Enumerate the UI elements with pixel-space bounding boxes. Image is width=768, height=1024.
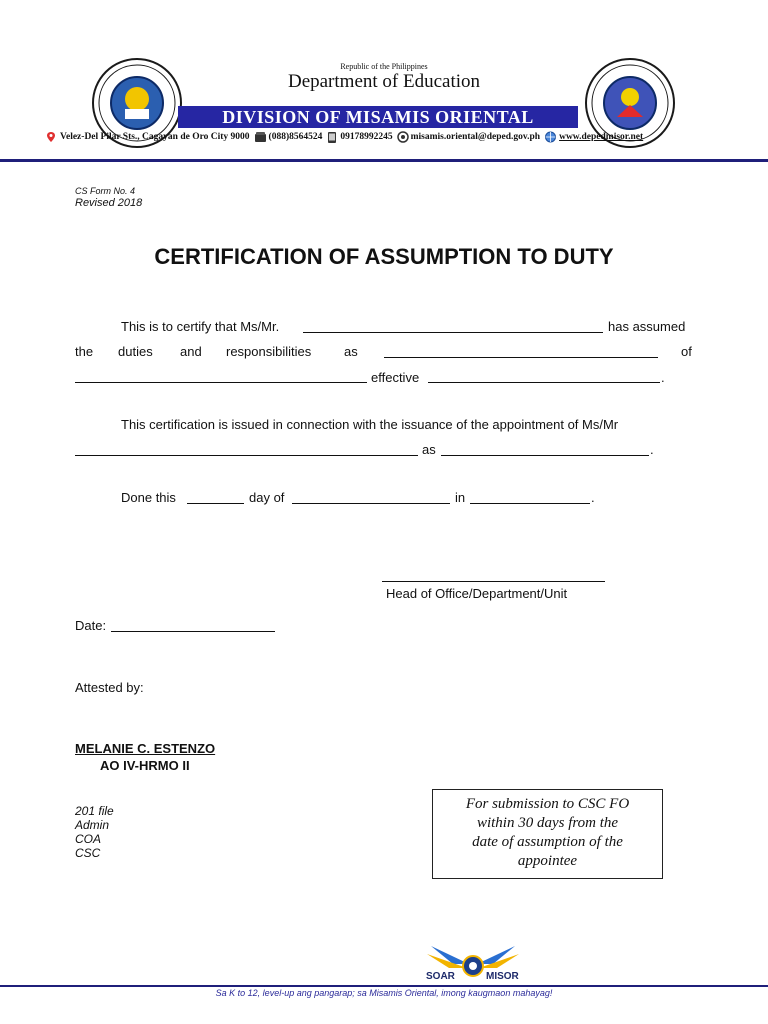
address-text: Velez-Del Pilar Sts., Cagayan de Oro City 9000 — [60, 132, 250, 142]
mobile-phone-icon — [326, 131, 338, 144]
copy-item: 201 file — [75, 804, 114, 818]
para2-period: . — [650, 442, 654, 457]
attesting-officer-name: MELANIE C. ESTENZO — [75, 741, 216, 756]
copy-furnished-list — [75, 804, 114, 860]
landline-item — [254, 131, 323, 143]
para1-period: . — [661, 370, 665, 385]
note-line: date of assumption of the — [472, 834, 623, 850]
para2-word-as: as — [422, 442, 436, 457]
appointment-position-blank[interactable] — [441, 455, 649, 456]
appointee-name-blank[interactable] — [303, 332, 603, 333]
header-divider — [0, 159, 768, 162]
mobile-item — [326, 131, 392, 144]
para1-word-as: as — [344, 344, 358, 359]
year-blank[interactable] — [470, 503, 590, 504]
form-number: CS Form No. 4 — [75, 186, 136, 196]
copy-item: Admin — [75, 818, 110, 832]
division-banner: DIVISION OF MISAMIS ORIENTAL — [178, 106, 578, 128]
note-line: within 30 days from the — [476, 815, 619, 831]
para1-word-of: of — [681, 344, 692, 359]
copy-item: CSC — [75, 846, 101, 860]
footer-divider — [0, 985, 768, 987]
para2-line1: This certification is issued in connection with the issuance of the appointment of Ms/Mr — [121, 417, 619, 432]
para1-line1-start: This is to certify that Ms/Mr. — [121, 319, 280, 334]
office-blank[interactable] — [75, 382, 367, 383]
mobile-text: 09178992245 — [340, 132, 393, 142]
para3-day-of: day of — [249, 490, 285, 505]
republic-label: Republic of the Philippines — [340, 62, 428, 71]
soar-misor-logo — [423, 940, 523, 984]
globe-icon — [544, 131, 557, 143]
para1-line1-end: has assumed — [608, 319, 686, 334]
department-title: Department of Education — [287, 71, 481, 92]
landline-text: (088)8564524 — [268, 132, 323, 142]
signature-line[interactable] — [382, 581, 605, 582]
submission-note-box — [432, 789, 663, 879]
page-title: CERTIFICATION OF ASSUMPTION TO DUTY — [154, 244, 614, 269]
attested-label: Attested by: — [75, 680, 144, 695]
telephone-icon — [254, 131, 267, 143]
para1-word-duties: duties — [118, 344, 153, 359]
para1-word-and: and — [180, 344, 202, 359]
note-line: For submission to CSC FO — [465, 796, 630, 812]
para3-in: in — [455, 490, 466, 505]
footer-motto: Sa K to 12, level-up ang pangarap; sa Misamis Oriental, imong kaugmaon mahayag! — [215, 988, 553, 998]
copy-item: COA — [75, 832, 102, 846]
para1-word-effective: effective — [371, 370, 420, 385]
para1-word-the: the — [75, 344, 94, 359]
email-icon — [397, 131, 409, 143]
map-pin-icon — [44, 131, 58, 143]
website-link[interactable]: www.depedmisor.net — [559, 132, 644, 142]
month-blank[interactable] — [292, 503, 450, 504]
para3-period: . — [591, 490, 595, 505]
form-revision: Revised 2018 — [75, 197, 143, 209]
website-item — [544, 131, 643, 143]
logo-soar-text: SOAR — [426, 971, 455, 982]
signature-label: Head of Office/Department/Unit — [386, 586, 568, 601]
email-item — [397, 131, 540, 143]
position-blank[interactable] — [384, 357, 658, 358]
day-blank[interactable] — [187, 503, 244, 504]
email-text[interactable]: misamis.oriental@deped.gov.ph — [410, 132, 541, 142]
note-line: appointee — [517, 853, 578, 869]
para3-done-this: Done this — [121, 490, 176, 505]
effective-date-blank[interactable] — [428, 382, 660, 383]
para1-word-responsibilities: responsibilities — [226, 344, 312, 359]
attesting-officer-position: AO IV-HRMO II — [100, 758, 190, 773]
logo-misor-text: MISOR — [486, 971, 519, 982]
address-item — [44, 131, 250, 143]
date-blank[interactable] — [111, 631, 275, 632]
date-label: Date: — [75, 618, 107, 633]
contact-row — [44, 128, 647, 146]
appointment-name-blank[interactable] — [75, 455, 418, 456]
